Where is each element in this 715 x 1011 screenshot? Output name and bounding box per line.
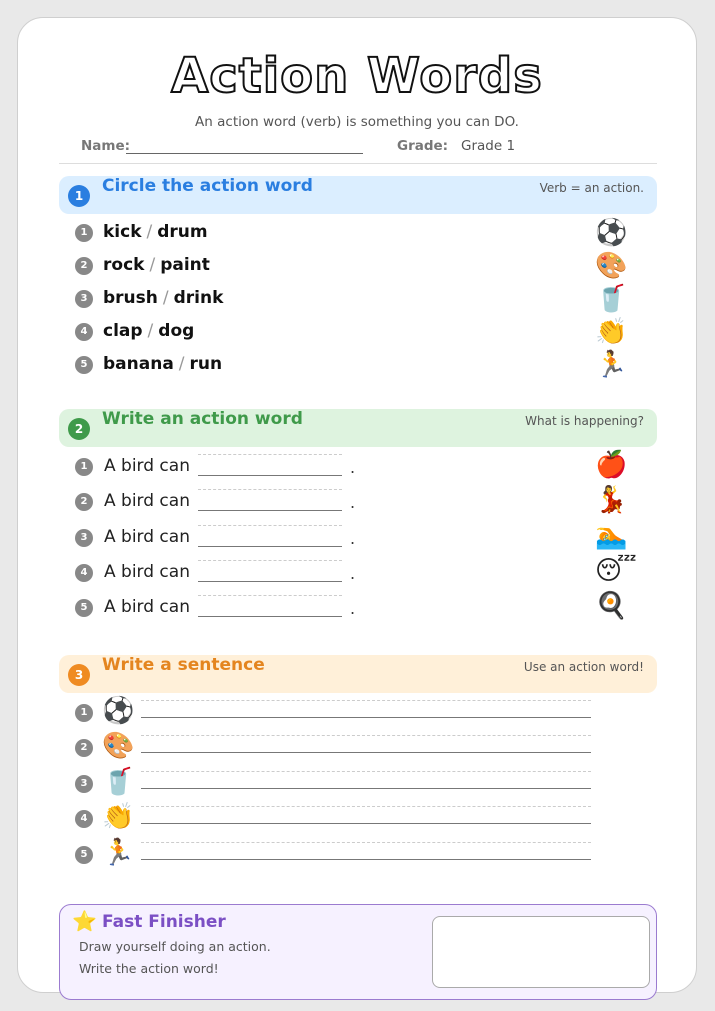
sentence-line[interactable] [141, 771, 591, 789]
name-label: Name: [81, 138, 131, 154]
item-number: 3 [75, 775, 93, 793]
section-1-number: 1 [68, 185, 90, 207]
word-option-a[interactable]: rock [103, 255, 145, 275]
circle-item-4 [75, 319, 635, 345]
drawing-box[interactable] [432, 916, 650, 988]
section-3-title: Write a sentence [102, 655, 265, 675]
item-number: 3 [75, 290, 93, 308]
period: . [350, 493, 356, 512]
prompt-text: A bird can [104, 597, 190, 617]
period: . [350, 564, 356, 583]
circle-item-1 [75, 220, 635, 246]
page-title: Action Words [171, 48, 543, 104]
word-option-a[interactable]: clap [103, 321, 143, 341]
circle-item-5 [75, 352, 635, 378]
grade-label: Grade: [397, 138, 449, 154]
sentence-item-2 [75, 731, 635, 765]
section-1-header [59, 176, 657, 214]
item-number: 2 [75, 257, 93, 275]
word-choice [103, 321, 194, 341]
item-number: 4 [75, 564, 93, 582]
clapping-hands-icon: 👏 [595, 317, 628, 347]
worksheet-page [17, 17, 697, 993]
word-option-a[interactable]: kick [103, 222, 142, 242]
word-option-b[interactable]: dog [158, 321, 195, 341]
sentence-item-3 [75, 767, 635, 801]
sentence-item-5 [75, 838, 635, 872]
cup-with-straw-icon: 🥤 [102, 767, 135, 797]
period: . [350, 458, 356, 477]
word-choice [103, 255, 210, 275]
item-number: 2 [75, 739, 93, 757]
write-item-5 [75, 591, 635, 621]
prompt-text: A bird can [104, 527, 190, 547]
sentence-line[interactable] [141, 700, 591, 718]
grade-value: Grade 1 [461, 138, 516, 154]
write-item-2 [75, 485, 635, 515]
period: . [350, 599, 356, 618]
answer-blank[interactable] [198, 525, 342, 547]
item-number: 1 [75, 458, 93, 476]
word-choice [103, 288, 223, 308]
sentence-line[interactable] [141, 842, 591, 860]
period: . [350, 529, 356, 548]
page-subtitle: An action word (verb) is something you can DO. [195, 114, 519, 130]
fast-finisher-title: Fast Finisher [102, 912, 226, 932]
answer-blank[interactable] [198, 595, 342, 617]
write-item-4 [75, 556, 637, 586]
fast-finisher-box [59, 904, 657, 1000]
item-number: 4 [75, 810, 93, 828]
section-2-number: 2 [68, 418, 90, 440]
item-number: 2 [75, 493, 93, 511]
circle-item-3 [75, 286, 635, 312]
word-option-b[interactable]: run [189, 354, 223, 374]
sentence-line[interactable] [141, 806, 591, 824]
item-number: 1 [75, 224, 93, 242]
running-person-icon: 🏃 [102, 838, 135, 868]
sleeping-face-icon: 😴 [595, 556, 637, 586]
word-option-b[interactable]: drink [173, 288, 224, 308]
write-item-3 [75, 521, 635, 551]
section-2-note: What is happening? [525, 414, 644, 428]
sentence-line[interactable] [141, 735, 591, 753]
section-3-number: 3 [68, 664, 90, 686]
slash-separator: / [149, 255, 156, 275]
word-choice [103, 222, 208, 242]
fast-finisher-instruction-2: Write the action word! [79, 961, 219, 976]
swimmer-icon: 🏊 [595, 521, 628, 551]
frying-pan-icon: 🍳 [595, 591, 628, 621]
name-grade-row [81, 138, 661, 158]
soccer-ball-icon: ⚽ [595, 218, 628, 248]
prompt-text: A bird can [104, 456, 190, 476]
sentence-item-1 [75, 696, 635, 730]
item-number: 1 [75, 704, 93, 722]
section-2-header [59, 409, 657, 447]
dancer-icon: 💃 [595, 485, 628, 515]
circle-item-2 [75, 253, 635, 279]
item-number: 5 [75, 356, 93, 374]
word-option-b[interactable]: drum [157, 222, 208, 242]
word-option-a[interactable]: banana [103, 354, 174, 374]
word-choice [103, 354, 222, 374]
section-3-header [59, 655, 657, 693]
section-1-title: Circle the action word [102, 176, 313, 196]
slash-separator: / [146, 222, 153, 242]
apple-icon: 🍎 [595, 450, 628, 480]
soccer-ball-icon: ⚽ [102, 696, 135, 726]
prompt-text: A bird can [104, 491, 190, 511]
divider [59, 163, 657, 164]
slash-separator: / [147, 321, 154, 341]
answer-blank[interactable] [198, 560, 342, 582]
paint-palette-icon: 🎨 [595, 251, 628, 281]
name-field[interactable] [126, 153, 363, 154]
cup-with-straw-icon: 🥤 [595, 284, 628, 314]
slash-separator: / [162, 288, 169, 308]
sentence-item-4 [75, 802, 635, 836]
item-number: 5 [75, 846, 93, 864]
star-icon: ⭐ [72, 909, 97, 933]
item-number: 3 [75, 529, 93, 547]
item-number: 5 [75, 599, 93, 617]
answer-blank[interactable] [198, 454, 342, 476]
item-number: 4 [75, 323, 93, 341]
running-person-icon: 🏃 [595, 350, 628, 380]
prompt-text: A bird can [104, 562, 190, 582]
section-3-note: Use an action word! [523, 660, 644, 674]
section-2-title: Write an action word [102, 409, 303, 429]
slash-separator: / [178, 354, 185, 374]
paint-palette-icon: 🎨 [102, 731, 135, 761]
answer-blank[interactable] [198, 489, 342, 511]
word-option-a[interactable]: brush [103, 288, 158, 308]
write-item-1 [75, 450, 635, 480]
fast-finisher-instruction-1: Draw yourself doing an action. [79, 939, 271, 954]
word-option-b[interactable]: paint [160, 255, 210, 275]
section-1-note: Verb = an action. [539, 181, 644, 195]
clapping-hands-icon: 👏 [102, 802, 135, 832]
